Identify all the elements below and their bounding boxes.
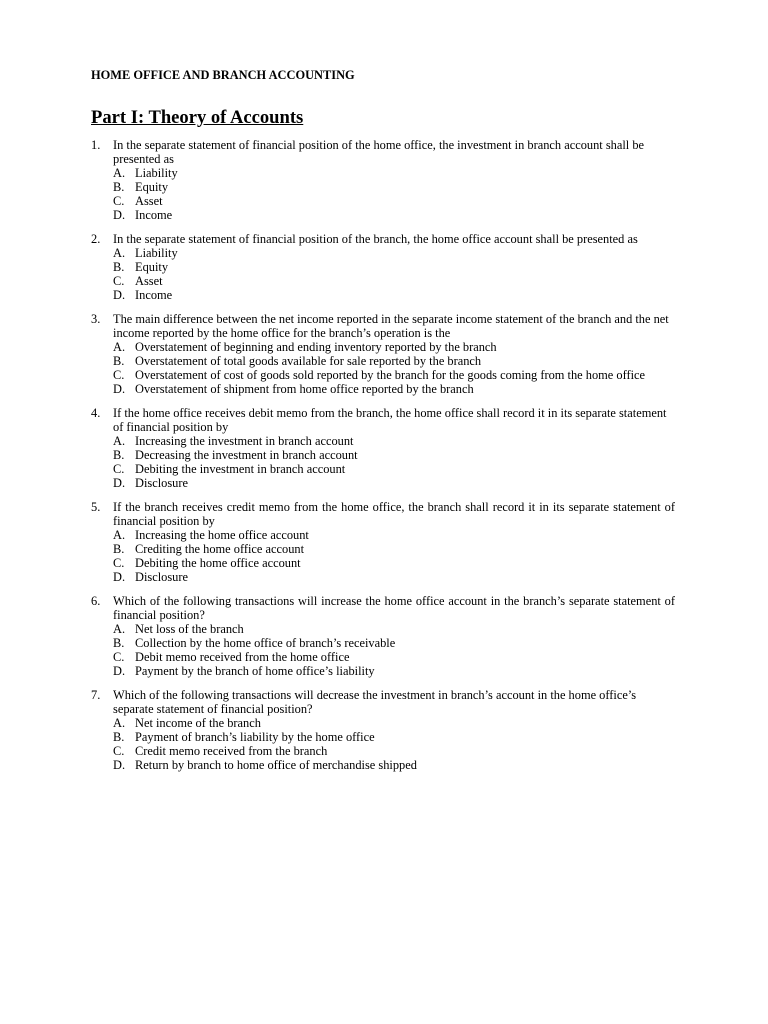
option-letter: A. [113,716,126,730]
option-letter: D. [113,288,126,302]
option-item [113,340,675,354]
option-letter: D. [113,758,126,772]
option-letter: B. [113,636,125,650]
option-text: Liability [135,166,178,180]
option-list [113,246,675,302]
option-letter: B. [113,542,125,556]
option-item [113,622,675,636]
question-text: If the home office receives debit memo from the branch, the home office shall record it in its separate statement of financial position by [113,406,667,434]
question-item [91,688,675,772]
option-text: Crediting the home office account [135,542,305,556]
option-letter: C. [113,194,125,208]
option-letter: D. [113,570,126,584]
option-text: Income [135,208,173,222]
option-letter: D. [113,476,126,490]
option-text: Return by branch to home office of merchandise shipped [135,758,417,772]
option-item [113,194,675,208]
question-number: 7. [91,688,101,702]
question-list [91,138,675,772]
option-text: Debiting the home office account [135,556,301,570]
option-list [113,716,675,772]
question-text: The main difference between the net income reported in the separate income statement of the branch and the net income reported by the home office for the branch’s operation is the [113,312,669,340]
option-item [113,208,675,222]
option-text: Asset [135,274,163,288]
option-letter: A. [113,622,126,636]
question-number: 1. [91,138,101,152]
question-item [91,138,675,222]
question-item [91,500,675,584]
option-item [113,166,675,180]
option-text: Equity [135,260,169,274]
option-item [113,368,675,382]
option-letter: B. [113,260,125,274]
option-letter: B. [113,354,125,368]
option-item [113,274,675,288]
option-letter: A. [113,434,126,448]
option-item [113,180,675,194]
question-number: 2. [91,232,101,246]
option-letter: A. [113,528,126,542]
option-item [113,382,675,396]
question-item [91,406,675,490]
option-text: Asset [135,194,163,208]
option-item [113,650,675,664]
question-item [91,594,675,678]
option-item [113,744,675,758]
question-number: 4. [91,406,101,420]
option-letter: C. [113,650,125,664]
option-item [113,476,675,490]
option-text: Credit memo received from the branch [135,744,328,758]
option-item [113,448,675,462]
option-letter: D. [113,208,126,222]
option-item [113,556,675,570]
option-text: Disclosure [135,476,188,490]
option-list [113,166,675,222]
part-title: Part I: Theory of Accounts [91,107,304,128]
option-text: Net loss of the branch [135,622,244,636]
question-number: 5. [91,500,101,514]
option-letter: C. [113,556,125,570]
option-text: Collection by the home office of branch’s receivable [135,636,396,650]
option-list [113,434,675,490]
question-text: In the separate statement of financial position of the branch, the home office account shall be presented as [113,232,638,246]
option-list [113,528,675,584]
question-text: Which of the following transactions will increase the home office account in the branch’s separate statement of financial position? [113,594,675,622]
option-text: Overstatement of cost of goods sold reported by the branch for the goods coming from the home office [135,368,646,382]
option-letter: B. [113,730,125,744]
option-text: Disclosure [135,570,188,584]
option-text: Debit memo received from the home office [135,650,350,664]
option-letter: D. [113,664,126,678]
option-letter: C. [113,368,125,382]
option-letter: A. [113,166,126,180]
option-letter: C. [113,274,125,288]
question-text: Which of the following transactions will decrease the investment in branch’s account in the home office’s separate statement of financial position? [113,688,637,716]
option-text: Increasing the investment in branch account [135,434,354,448]
option-text: Overstatement of shipment from home office reported by the branch [135,382,474,396]
option-text: Increasing the home office account [135,528,309,542]
option-letter: B. [113,448,125,462]
question-item [91,232,675,302]
option-item [113,664,675,678]
option-text: Equity [135,180,169,194]
option-letter: C. [113,462,125,476]
option-text: Liability [135,246,178,260]
option-item [113,570,675,584]
option-letter: B. [113,180,125,194]
question-text: If the branch receives credit memo from the home office, the branch shall record it in its separate statement of financial position by [113,500,675,528]
option-text: Debiting the investment in branch account [135,462,346,476]
option-text: Overstatement of total goods available for sale reported by the branch [135,354,482,368]
option-item [113,636,675,650]
option-text: Decreasing the investment in branch account [135,448,358,462]
option-list [113,340,675,396]
option-letter: C. [113,744,125,758]
option-item [113,260,675,274]
option-item [113,434,675,448]
option-item [113,528,675,542]
option-item [113,288,675,302]
option-letter: A. [113,246,126,260]
question-number: 3. [91,312,101,326]
question-number: 6. [91,594,101,608]
option-text: Payment by the branch of home office’s liability [135,664,375,678]
question-text: In the separate statement of financial position of the home office, the investment in branch account shall be presented as [113,138,645,166]
option-item [113,354,675,368]
option-letter: D. [113,382,126,396]
option-list [113,622,675,678]
document-title: HOME OFFICE AND BRANCH ACCOUNTING [91,68,355,82]
option-text: Overstatement of beginning and ending inventory reported by the branch [135,340,497,354]
option-item [113,246,675,260]
question-item [91,312,675,396]
option-item [113,716,675,730]
option-text: Net income of the branch [135,716,261,730]
option-item [113,542,675,556]
option-text: Income [135,288,173,302]
option-item [113,730,675,744]
option-letter: A. [113,340,126,354]
option-text: Payment of branch’s liability by the home office [135,730,375,744]
option-item [113,462,675,476]
option-item [113,758,675,772]
